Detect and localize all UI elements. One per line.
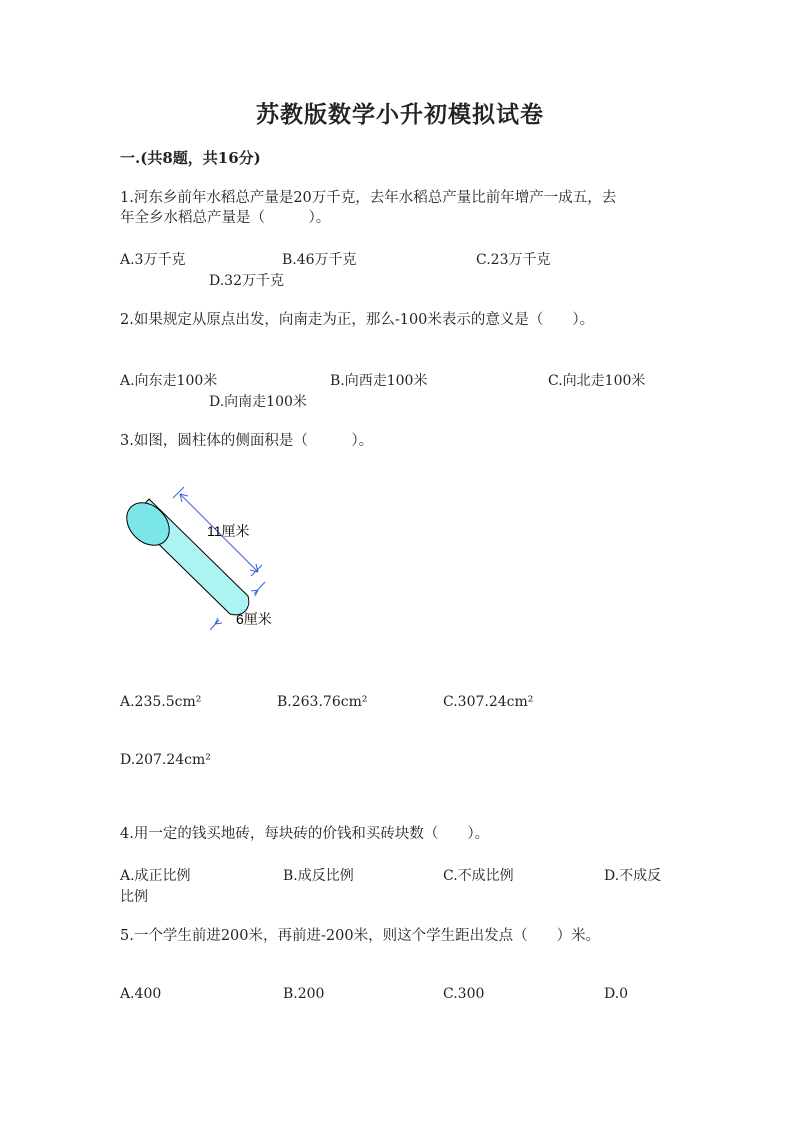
question-3-option-d[interactable]: D.207.24cm² [120,752,211,768]
question-1-option-d[interactable]: D.32万千克 [209,273,284,289]
question-4-option-b[interactable]: B.成反比例 [283,868,354,884]
question-4-option-a[interactable]: A.成正比例 [120,868,191,884]
question-4-option-c[interactable]: C.不成比例 [443,868,514,884]
question-4-line-1: 4.用一定的钱买地砖，每块砖的价钱和买砖块数（ ）。 [120,826,490,842]
question-2-option-b[interactable]: B.向西走100米 [330,373,428,389]
question-5-option-c[interactable]: C.300 [443,986,485,1002]
diameter-tick-bottom [210,620,219,630]
question-5-line-1: 5.一个学生前进200米，再前进-200米，则这个学生距出发点（ ）米。 [120,928,601,944]
question-4-option-d-continued: 比例 [120,889,148,905]
question-5-option-a[interactable]: A.400 [120,986,162,1002]
question-1-line-1: 1.河东乡前年水稻总产量是20万千克，去年水稻总产量比前年增产一成五，去 [120,190,617,206]
question-4-option-d[interactable]: D.不成反 [604,868,662,884]
question-5-option-b[interactable]: B.200 [283,986,325,1002]
question-3-line-1: 3.如图，圆柱体的侧面积是（ ）。 [120,433,374,449]
question-2-option-d[interactable]: D.向南走100米 [209,394,307,410]
question-5-option-d[interactable]: D.0 [604,986,629,1002]
diameter-label: 6厘米 [236,611,272,627]
question-2-option-a[interactable]: A.向东走100米 [120,373,218,389]
question-1-option-c[interactable]: C.23万千克 [476,252,551,268]
question-2-line-1: 2.如果规定从原点出发，向南走为正，那么-100米表示的意义是（ ）。 [120,312,595,328]
question-2-option-c[interactable]: C.向北走100米 [548,373,646,389]
cylinder-figure [118,484,288,644]
question-3-option-a[interactable]: A.235.5cm² [120,694,202,710]
question-1-option-a[interactable]: A.3万千克 [120,252,186,268]
question-1-option-b[interactable]: B.46万千克 [282,252,357,268]
page-title: 苏教版数学小升初模拟试卷 [256,101,544,128]
question-1-line-2: 年全乡水稻总产量是（ ）。 [120,210,331,226]
length-label: 11厘米 [207,523,250,539]
question-3-option-c[interactable]: C.307.24cm² [443,694,534,710]
question-3-option-b[interactable]: B.263.76cm² [277,694,368,710]
section-heading: 一.(共8题，共16分) [120,149,261,167]
diameter-tick-top [254,582,265,594]
